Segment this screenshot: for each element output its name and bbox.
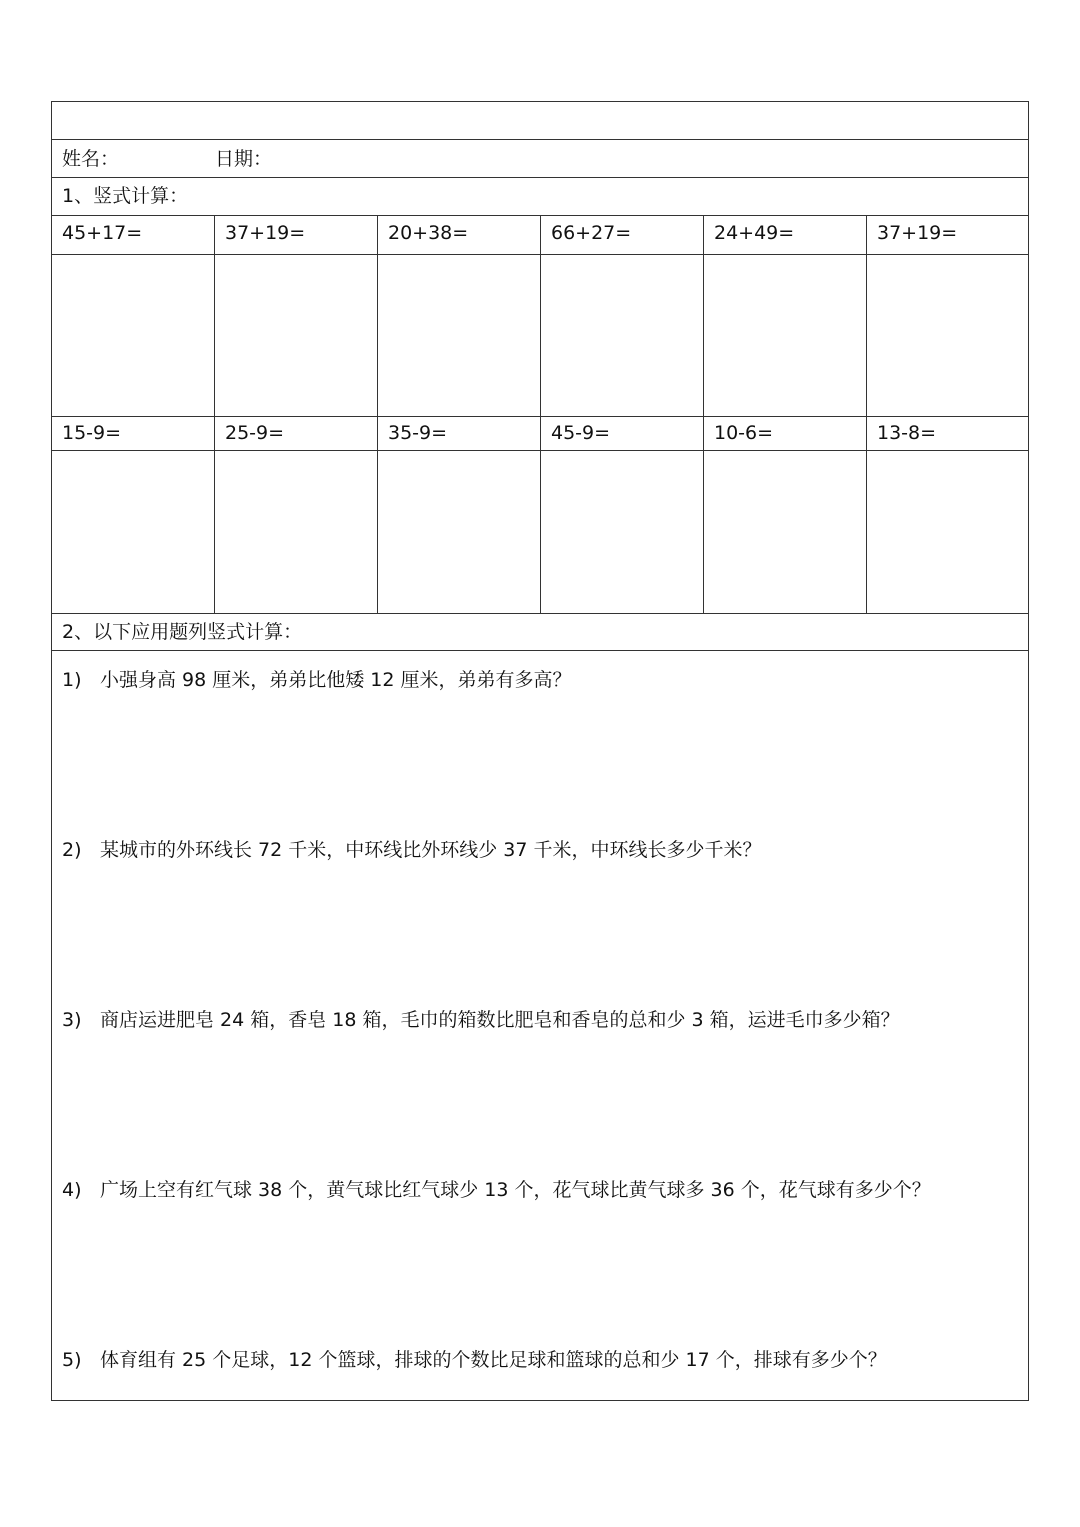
calc-expression: 10-6= (714, 422, 774, 444)
calc-cell (704, 216, 867, 254)
section2-title: 2、以下应用题列竖式计算： (62, 621, 303, 643)
calc-row-1-answers (52, 255, 1028, 417)
answer-space (52, 451, 215, 613)
calc-cell (867, 417, 1027, 450)
calc-expression: 24+49= (714, 222, 795, 244)
worksheet-table (51, 101, 1029, 1401)
answer-space (215, 255, 378, 416)
calc-expression: 37+19= (225, 222, 306, 244)
problem-text: 商店运进肥皂 24 箱，香皂 18 箱，毛巾的箱数比肥皂和香皂的总和少 3 箱，运进毛巾多少箱？ (100, 1009, 900, 1031)
calc-cell (52, 216, 215, 254)
calc-cell (541, 216, 704, 254)
calc-expression: 37+19= (877, 222, 958, 244)
calc-cell (378, 216, 541, 254)
calc-expression: 45+17= (62, 222, 143, 244)
name-label: 姓名： (62, 148, 120, 170)
calc-expression: 15-9= (62, 422, 122, 444)
word-problem (62, 841, 762, 860)
problem-number: 1) (62, 669, 82, 691)
answer-space (541, 451, 704, 613)
calc-cell (378, 417, 541, 450)
answer-space (378, 255, 541, 416)
calc-cell (215, 216, 378, 254)
title-row (52, 102, 1028, 140)
calc-cell (215, 417, 378, 450)
answer-space (867, 255, 1027, 416)
calc-cell (704, 417, 867, 450)
word-problem (62, 671, 572, 690)
problem-text: 小强身高 98 厘米，弟弟比他矮 12 厘米，弟弟有多高？ (100, 669, 572, 691)
problem-number: 4) (62, 1179, 82, 1201)
problem-number: 3) (62, 1009, 82, 1031)
problem-text: 广场上空有红气球 38 个，黄气球比红气球少 13 个，花气球比黄气球多 36 个，花气球有多少个？ (100, 1179, 931, 1201)
word-problem (62, 1181, 931, 1200)
calc-expression: 13-8= (877, 422, 937, 444)
problem-number: 5) (62, 1349, 82, 1371)
answer-space (704, 255, 867, 416)
date-label: 日期： (215, 148, 273, 170)
problem-text: 体育组有 25 个足球，12 个篮球，排球的个数比足球和篮球的总和少 17 个，排球有多少个？ (100, 1349, 887, 1371)
problem-number: 2) (62, 839, 82, 861)
word-problems-area (52, 651, 1028, 1399)
calc-row-2-answers (52, 451, 1028, 614)
answer-space (378, 451, 541, 613)
word-problem (62, 1351, 887, 1370)
section2-title-row (52, 614, 1028, 651)
word-problem (62, 1011, 900, 1030)
section1-title-row (52, 178, 1028, 216)
name-date-row (52, 140, 1028, 178)
calc-expression: 45-9= (551, 422, 611, 444)
calc-expression: 25-9= (225, 422, 285, 444)
answer-space (52, 255, 215, 416)
answer-space (867, 451, 1027, 613)
problem-text: 某城市的外环线长 72 千米，中环线比外环线少 37 千米，中环线长多少千米？ (100, 839, 762, 861)
calc-row-1-labels (52, 216, 1028, 255)
calc-expression: 35-9= (388, 422, 448, 444)
section1-title: 1、竖式计算： (62, 185, 189, 207)
calc-cell (867, 216, 1027, 254)
calc-cell (52, 417, 215, 450)
calc-expression: 20+38= (388, 222, 469, 244)
calc-expression: 66+27= (551, 222, 632, 244)
calc-row-2-labels (52, 417, 1028, 451)
calc-cell (541, 417, 704, 450)
answer-space (541, 255, 704, 416)
answer-space (704, 451, 867, 613)
answer-space (215, 451, 378, 613)
